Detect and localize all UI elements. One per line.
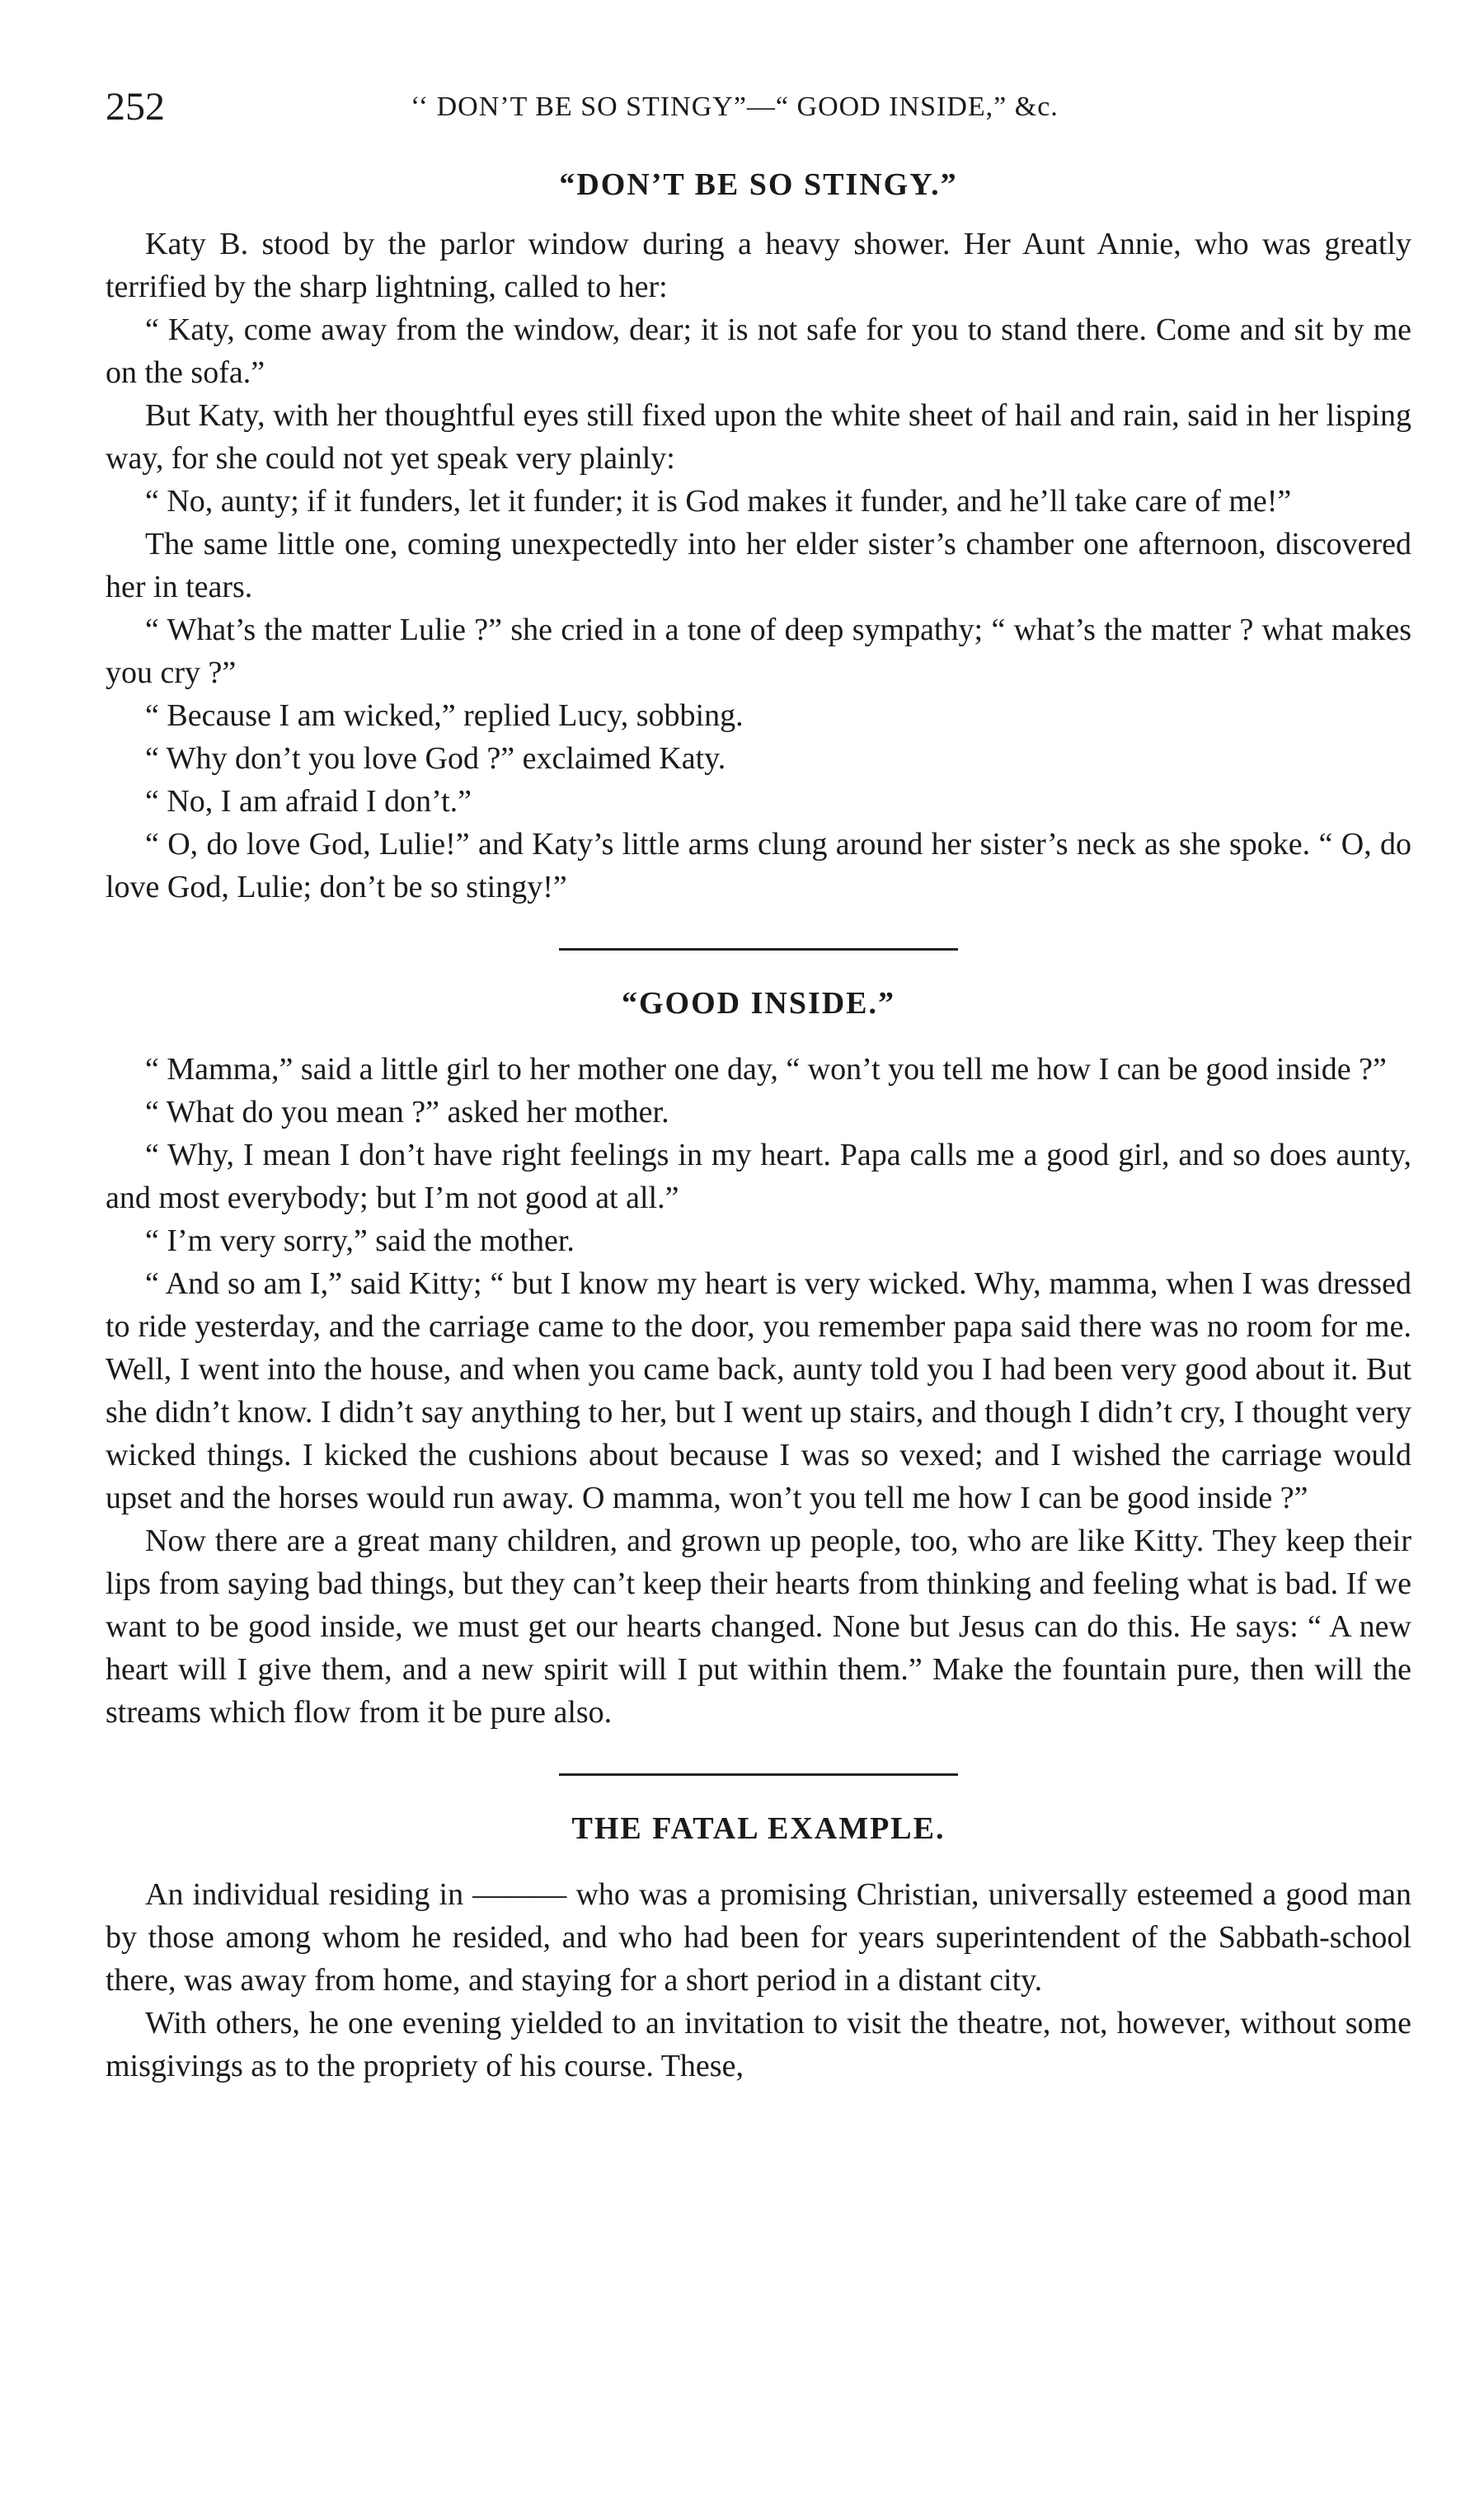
paragraph: “ No, aunty; if it funders, let it funder; it is God makes it funder, and he’ll take care of me!” bbox=[145, 484, 1292, 519]
section-title: THE FATAL EXAMPLE. bbox=[571, 1811, 946, 1846]
paragraph: “ No, I am afraid I don’t.” bbox=[145, 784, 472, 819]
paragraph: “ What’s the matter Lulie ?” she cried in a tone of deep sympathy; “ what’s the matter ? what makes you cry ?” bbox=[106, 613, 1411, 690]
paragraph: “ And so am I,” said Kitty; “ but I know my heart is very wicked. Why, mamma, when I was dressed to ride yesterday, and the carriage came to the door, you remember papa said there was no room for me. Well, I went into the house, and when you came back, aunty told you I had been very good about it. But she didn’t know. I didn’t say anything to her, but I went up stairs, and though I didn’t cry, I thought very wicked things. I kicked the cushions about because I was so vexed; and I wished the carriage would upset and the horses would run away. O mamma, won’t you tell me how I can be good inside ?” bbox=[106, 1266, 1411, 1515]
paragraph: “ Mamma,” said a little girl to her mother one day, “ won’t you tell me how I can be good inside ?” bbox=[145, 1052, 1387, 1087]
book-page bbox=[106, 82, 1411, 2087]
paragraph: “ Because I am wicked,” replied Lucy, sobbing. bbox=[145, 698, 744, 733]
section-fatal-example bbox=[106, 1809, 1411, 2087]
paragraph: Now there are a great many children, and grown up people, too, who are like Kitty. They keep their lips from saying bad things, but they can’t keep their hearts from thinking and feeling what is bad. If we want to be good inside, we must get our hearts changed. None but Jesus can do this. He says: “ A new heart will I give them, and a new spirit will I put within them.” Make the fountain pure, then will the streams which flow from it be pure also. bbox=[106, 1524, 1411, 1730]
paragraph: “ What do you mean ?” asked her mother. bbox=[145, 1095, 669, 1129]
paragraph: “ Why don’t you love God ?” exclaimed Katy. bbox=[145, 741, 726, 776]
section-title: “GOOD INSIDE.” bbox=[621, 986, 896, 1021]
paragraph: But Katy, with her thoughtful eyes still fixed upon the white sheet of hail and rain, said in her lisping way, for she could not yet speak very plainly: bbox=[106, 398, 1411, 476]
paragraph: With others, he one evening yielded to an invitation to visit the theatre, not, however, without some misgivings as to the propriety of his course. These, bbox=[106, 2006, 1411, 2083]
section-good-inside bbox=[106, 984, 1411, 1734]
paragraph: “ I’m very sorry,” said the mother. bbox=[145, 1223, 575, 1258]
running-title: ‘‘ DON’T BE SO STINGY”—“ GOOD INSIDE,” &c. bbox=[411, 92, 1059, 122]
paragraph: “ Why, I mean I don’t have right feelings in my heart. Papa calls me a good girl, and so does aunty, and most everybody; but I’m not good at all.” bbox=[106, 1138, 1411, 1215]
section-divider bbox=[559, 1773, 958, 1776]
section-divider bbox=[559, 948, 958, 951]
paragraph: An individual residing in ——— who was a promising Christian, universally esteemed a good man by those among whom he resided, and who had been for years superintendent of the Sabbath-school there, was away from home, and staying for a short period in a distant city. bbox=[106, 1877, 1411, 1998]
section-title: “DON’T BE SO STINGY.” bbox=[559, 167, 958, 202]
page-number: 252 bbox=[106, 85, 165, 129]
paragraph: “ Katy, come away from the window, dear; it is not safe for you to stand there. Come and sit by me on the sofa.” bbox=[106, 312, 1411, 390]
paragraph: “ O, do love God, Lulie!” and Katy’s little arms clung around her sister’s neck as she spoke. “ O, do love God, Lulie; don’t be so stingy!” bbox=[106, 827, 1411, 904]
running-head bbox=[106, 82, 1411, 132]
section-dont-be-so-stingy bbox=[106, 165, 1411, 909]
paragraph: Katy B. stood by the parlor window during a heavy shower. Her Aunt Annie, who was greatly terrified by the sharp lightning, called to her: bbox=[106, 227, 1411, 304]
paragraph: The same little one, coming unexpectedly into her elder sister’s chamber one afternoon, discovered her in tears. bbox=[106, 527, 1411, 604]
